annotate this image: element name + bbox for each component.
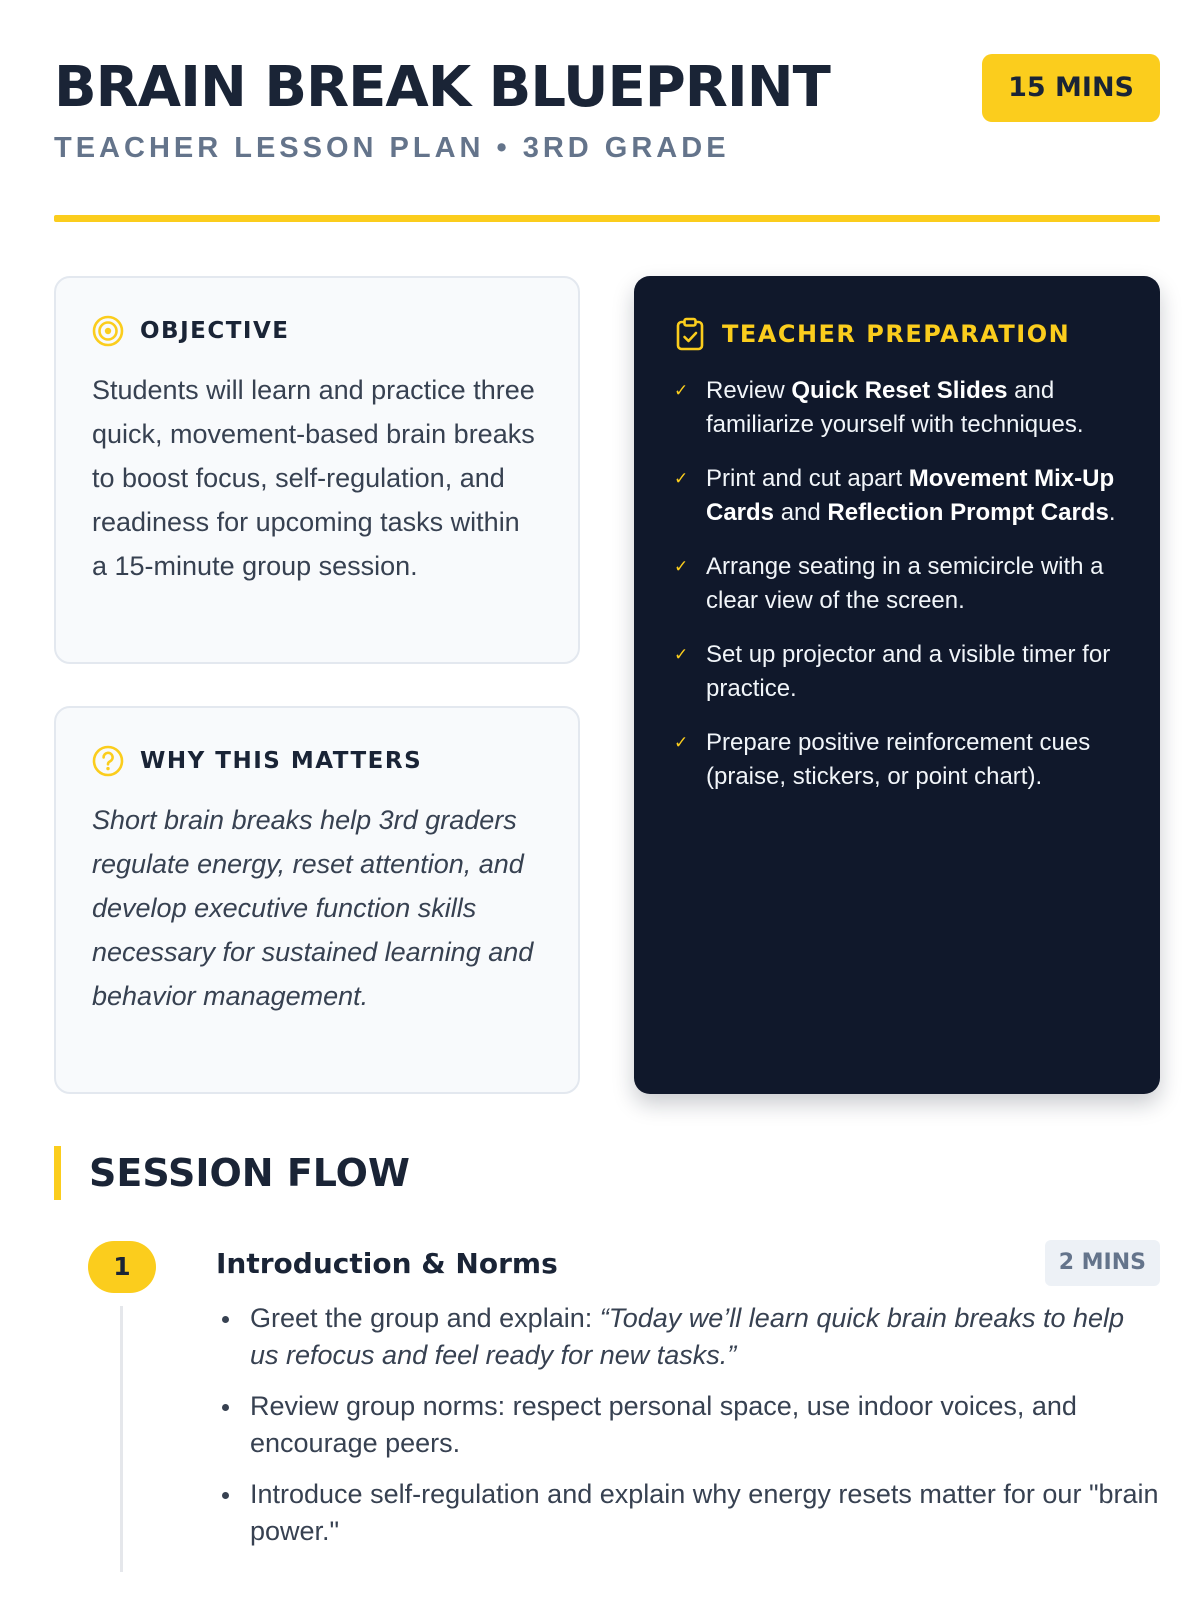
prep-header [674, 314, 1124, 354]
step-bullet: Introduce self-regulation and explain why energy resets matter for our "brain power." [216, 1476, 1160, 1550]
prep-list [674, 374, 1124, 794]
prep-item [674, 374, 1124, 442]
session-flow-title: SESSION FLOW [54, 1146, 410, 1200]
prep-item [674, 550, 1124, 618]
step-bullet: Greet the group and explain: “Today we’ll learn quick brain breaks to help us refocus and feel ready for new tasks.” [216, 1300, 1160, 1374]
teacher-preparation-card [634, 276, 1160, 1094]
step-title: Introduction & Norms [216, 1247, 558, 1280]
check-icon: ✓ [674, 469, 689, 488]
prep-item-text: Set up projector and a visible timer for practice. [706, 641, 1111, 702]
clipboard-check-icon [674, 317, 706, 351]
objective-label: OBJECTIVE [140, 318, 290, 344]
check-icon: ✓ [674, 645, 689, 664]
objective-card [54, 276, 580, 664]
prep-item-text: Review Quick Reset Slides and familiarize yourself with techniques. [706, 377, 1084, 438]
why-text: Short brain breaks help 3rd graders regulate energy, reset attention, and develop executive function skills necessary for sustained learning and behavior management. [92, 805, 534, 1011]
objective-header [92, 312, 542, 350]
duration-badge: 15 MINS [982, 54, 1160, 122]
page-subtitle: TEACHER LESSON PLAN • 3RD GRADE [54, 132, 730, 164]
prep-label: TEACHER PREPARATION [722, 320, 1071, 348]
target-icon [92, 315, 124, 347]
why-label: WHY THIS MATTERS [140, 748, 423, 774]
objective-text: Students will learn and practice three quick, movement-based brain breaks to boost focus, self-regulation, and readiness for upcoming tasks within a 15-minute group session. [92, 375, 535, 581]
check-icon: ✓ [674, 733, 689, 752]
question-circle-icon [92, 745, 124, 777]
header-divider [54, 215, 1160, 222]
why-card [54, 706, 580, 1094]
page-title: BRAIN BREAK BLUEPRINT [54, 55, 830, 120]
prep-item-text: Arrange seating in a semicircle with a clear view of the screen. [706, 553, 1104, 614]
prep-item [674, 726, 1124, 794]
check-icon: ✓ [674, 557, 689, 576]
step-duration-badge: 2 MINS [1045, 1240, 1160, 1286]
why-header [92, 742, 542, 780]
step-bullet-list [216, 1300, 1160, 1564]
step-number-badge: 1 [88, 1241, 156, 1293]
step-bullet: Review group norms: respect personal space, use indoor voices, and encourage peers. [216, 1388, 1160, 1462]
prep-item [674, 462, 1124, 530]
check-icon: ✓ [674, 381, 689, 400]
prep-item-text: Prepare positive reinforcement cues (praise, stickers, or point chart). [706, 729, 1091, 790]
prep-item [674, 638, 1124, 706]
timeline-line [120, 1306, 123, 1572]
page-header [54, 54, 1160, 222]
prep-item-text: Print and cut apart Movement Mix-Up Cards and Reflection Prompt Cards. [706, 465, 1116, 526]
